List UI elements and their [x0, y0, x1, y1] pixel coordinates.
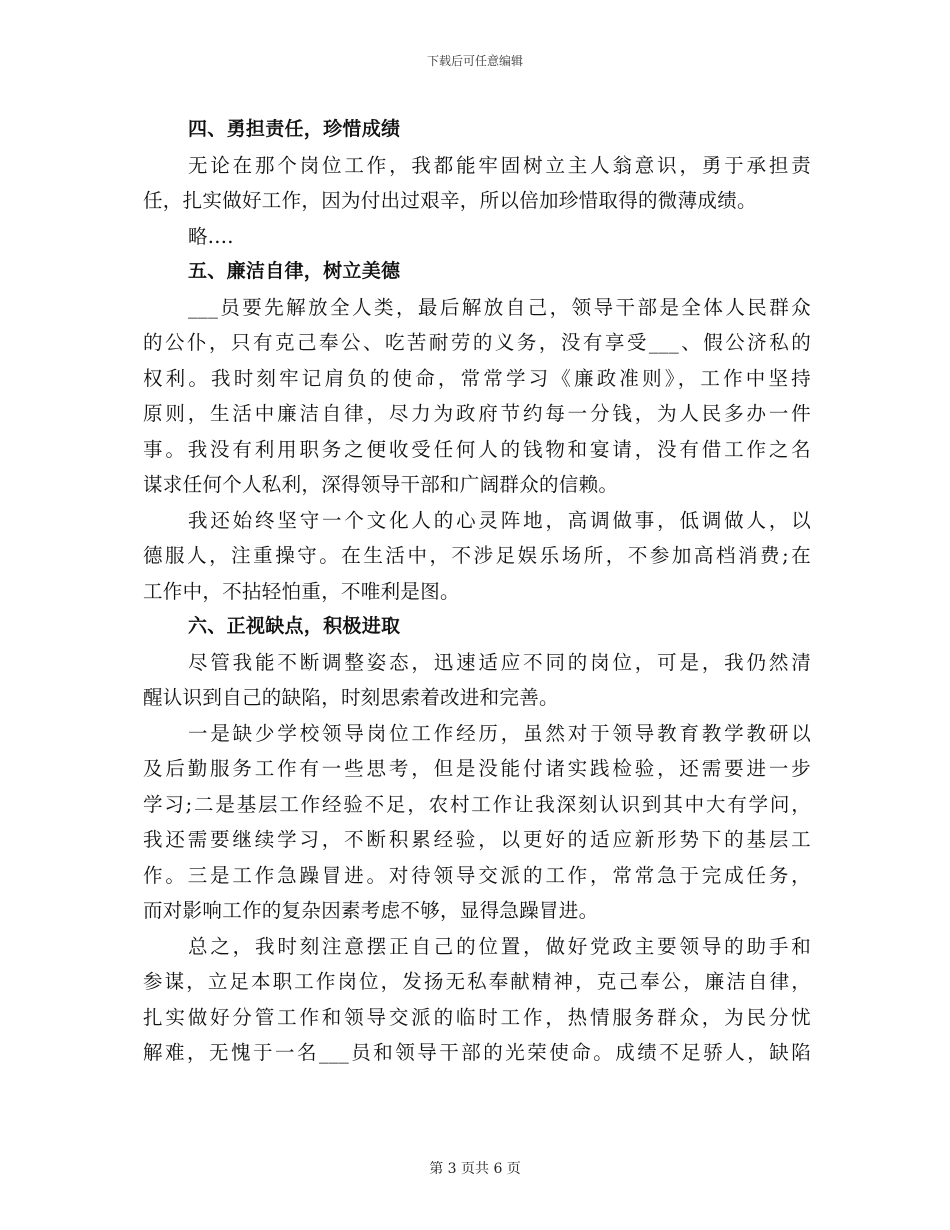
paragraph-line: 学习;二是基层工作经验不足，农村工作让我深刻认识到其中大有学问，	[143, 792, 811, 816]
page-number: 第 3 页共 6 页	[429, 1161, 521, 1177]
paragraph-line: 一是缺少学校领导岗位工作经历，虽然对于领导教育教学教研以	[188, 721, 811, 745]
paragraph-line: 尽管我能不断调整姿态，迅速适应不同的岗位，可是，我仍然清	[188, 650, 811, 674]
paragraph-line: 总之，我时刻注意摆正自己的位置，做好党政主要领导的助手和	[188, 934, 811, 958]
paragraph-line: 略....	[188, 224, 234, 248]
paragraph-line: 而对影响工作的复杂因素考虑不够，显得急躁冒进。	[143, 899, 599, 922]
paragraph-line: 的公仆，只有克己奉公、吃苦耐劳的义务，没有享受___、假公济私的	[143, 331, 811, 354]
paragraph-line: 醒认识到自己的缺陷，时刻思索着改进和完善。	[143, 686, 559, 709]
paragraph-line: 谋求任何个人私利，深得领导干部和广阔群众的信赖。	[143, 473, 619, 496]
paragraph-line: 作。三是工作急躁冒进。对待领导交派的工作，常常急于完成任务，	[143, 863, 811, 887]
section-heading: 六、正视缺点，积极进取	[188, 615, 401, 637]
paragraph-line: 我还始终坚守一个文化人的心灵阵地，高调做事，低调做人，以	[188, 508, 811, 532]
paragraph-line: 工作中，不拈轻怕重，不唯利是图。	[143, 579, 460, 603]
paragraph-line: 原则，生活中廉洁自律，尽力为政府节约每一分钱，为人民多办一件	[143, 402, 811, 425]
document-body	[143, 112, 811, 1071]
paragraph-line: 及后勤服务工作有一些思考，但是没能付诸实践检验，还需要进一步	[143, 757, 811, 780]
paragraph-line: 无论在那个岗位工作，我都能牢固树立主人翁意识，勇于承担责	[188, 153, 811, 177]
paragraph-line: 权利。我时刻牢记肩负的使命，常常学习《廉政准则》，工作中坚持	[143, 366, 811, 390]
section-heading: 四、勇担责任，珍惜成绩	[188, 118, 401, 140]
paragraph-line: 我还需要继续学习，不断积累经验，以更好的适应新形势下的基层工	[143, 828, 811, 851]
paragraph-line: 解难，无愧于一名___员和领导干部的光荣使命。成绩不足骄人，缺陷	[143, 1041, 811, 1064]
paragraph-line: 扎实做好分管工作和领导交派的临时工作，热情服务群众，为民分忧	[143, 1005, 811, 1029]
paragraph-line: ___员要先解放全人类，最后解放自己，领导干部是全体人民群众	[188, 295, 811, 319]
section-heading: 五、廉洁自律，树立美德	[188, 260, 401, 282]
paragraph-line: 任，扎实做好工作，因为付出过艰辛，所以倍加珍惜取得的微薄成绩。	[143, 189, 757, 212]
paragraph-line: 事。我没有利用职务之便收受任何人的钱物和宴请，没有借工作之名	[143, 437, 811, 461]
paragraph-line: 参谋，立足本职工作岗位，发扬无私奉献精神，克己奉公，廉洁自律，	[143, 970, 811, 993]
page-header: 下载后可任意编辑	[426, 54, 523, 68]
paragraph-line: 德服人，注重操守。在生活中，不涉足娱乐场所，不参加高档消费;在	[143, 544, 811, 567]
